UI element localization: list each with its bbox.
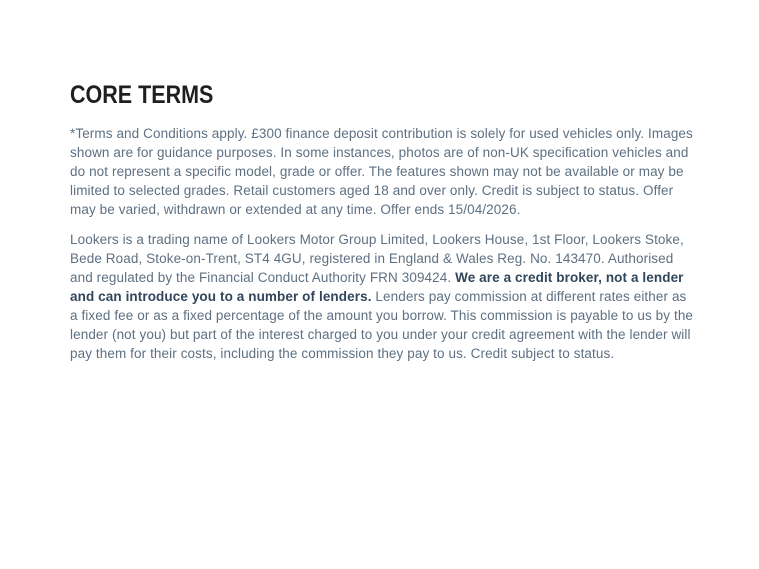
credit-broker-bold-statement: We are a credit broker, not a lender and can introduce you to a number of lenders. [70, 270, 684, 304]
core-terms-heading: CORE TERMS [70, 81, 214, 109]
legal-text-after-bold: Lenders pay commission at different rates either as a fixed fee or as a fixed percentage of the amount you borrow. This commission is payable to us by the lender (not you) but part of the interest charged to you under your credit agreement with the lender will pay them for their costs, including the commission they pay to us. Credit subject to status. [70, 289, 694, 361]
terms-conditions-paragraph: *Terms and Conditions apply. £300 finance deposit contribution is solely for used vehicles only. Images shown are for guidance purposes. In some instances, photos are of non-UK specification vehicles and do not represent a specific model, grade or offer. The features shown may not be available or may be limited to selected grades. Retail customers aged 18 and over only. Credit is subject to status. Offer may be varied, withdrawn or extended at any time. Offer ends 15/04/2026. [70, 126, 693, 217]
company-legal-paragraph [70, 230, 694, 363]
legal-text-before-bold: Lookers is a trading name of Lookers Motor Group Limited, Lookers House, 1st Floor, Lookers Stoke, Bede Road, Stoke-on-Trent, ST4 4GU, registered in England & Wales Reg. No. 143470. Authorised and regulated by the Financial Conduct Authority FRN 309424. [70, 232, 684, 285]
